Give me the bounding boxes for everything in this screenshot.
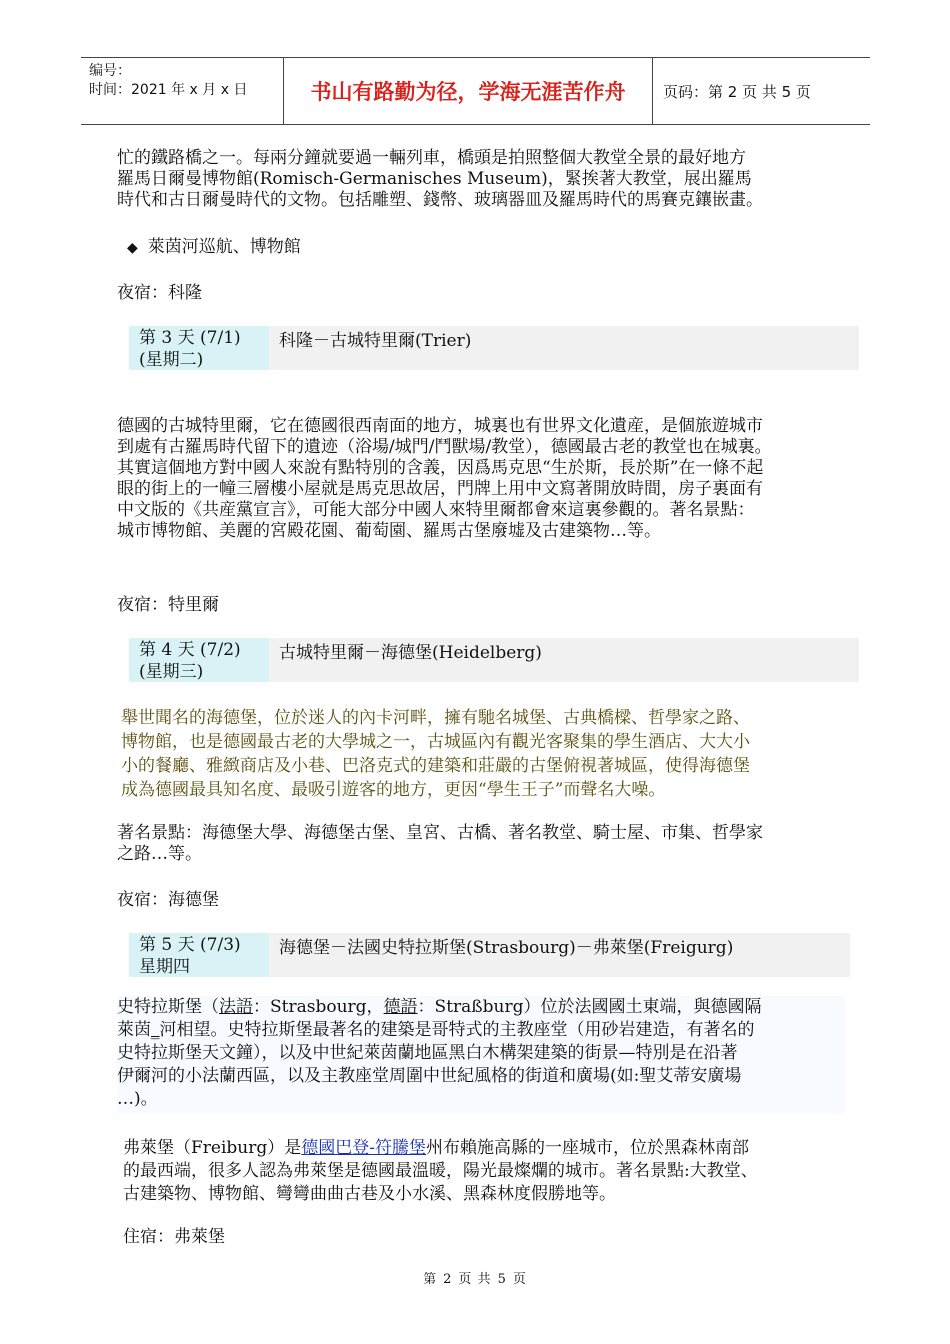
text-line: 舉世聞名的海德堡，位於迷人的內卡河畔，擁有馳名城堡、古典橋樑、哲學家之路、 xyxy=(121,708,750,728)
time-label: 时间：2021 年 x 月 x 日 xyxy=(89,82,248,98)
day4-date: 第 4 天 (7/2) xyxy=(139,640,241,660)
text-line: 時代和古日爾曼時代的文物。包括雕塑、錢幣、玻璃器皿及羅馬時代的馬賽克鑲嵌畫。 xyxy=(117,190,763,210)
text-line xyxy=(123,1137,758,1160)
text-span: ：Straßburg）位於法國國土東端，與德國隔 xyxy=(417,997,762,1017)
page-footer xyxy=(0,1268,950,1287)
day4-description xyxy=(121,706,750,802)
day5-header xyxy=(129,933,850,977)
text-span: 史特拉斯堡（ xyxy=(117,997,219,1017)
page-header xyxy=(81,57,870,125)
day4-weekday: (星期三) xyxy=(139,662,204,682)
text-line: 之路…等。 xyxy=(117,844,202,864)
text-line: 城市博物館、美麗的宮殿花園、葡萄園、羅馬古堡廢墟及古建築物…等。 xyxy=(117,521,661,541)
day5-date-cell xyxy=(129,933,269,977)
text-span: 州布賴施高縣的一座城市，位於黑森林南部 xyxy=(426,1138,750,1158)
bullet-text: 萊茵河巡航、博物館 xyxy=(147,237,301,257)
day3-weekday: (星期二) xyxy=(139,350,204,370)
overnight-freiburg: 住宿：弗萊堡 xyxy=(123,1227,225,1247)
day3-date: 第 3 天 (7/1) xyxy=(139,328,241,348)
text-line: 眼的街上的一幢三層樓小屋就是馬克思故居，門牌上用中文寫著開放時間，房子裏面有 xyxy=(117,479,763,499)
text-line: 著名景點：海德堡大學、海德堡古堡、皇宮、古橋、著名教堂、騎士屋、市集、哲學家 xyxy=(117,823,763,843)
footer-prefix: 第 xyxy=(423,1272,438,1287)
diamond-bullet-icon: ◆ xyxy=(127,240,138,256)
text-line: 古建築物、博物館、彎彎曲曲古巷及小水溪、黑森林度假勝地等。 xyxy=(123,1184,616,1204)
link-rhine[interactable]: _ xyxy=(151,1020,160,1040)
text-span: 河相望。史特拉斯堡最著名的建築是哥特式的主教座堂（用砂岩建造，有著名的 xyxy=(159,1020,755,1040)
text-span: 弗萊堡（Freiburg）是 xyxy=(123,1138,302,1158)
footer-suffix: 页 xyxy=(512,1272,527,1287)
day3-date-cell xyxy=(129,326,269,370)
strasbourg-paragraph xyxy=(117,996,845,1113)
day3-header xyxy=(129,326,859,370)
link-baden-wurttemberg[interactable]: 德國巴登-符騰堡 xyxy=(301,1138,427,1158)
header-meta xyxy=(81,58,284,124)
text-line xyxy=(117,1019,845,1042)
text-line xyxy=(117,996,845,1019)
day3-description xyxy=(117,416,772,542)
link-german[interactable]: 德語 xyxy=(383,997,418,1017)
day4-route: 古城特里爾－海德堡(Heidelberg) xyxy=(279,643,542,663)
text-line: 忙的鐵路橋之一。每兩分鐘就要過一輛列車，橋頭是拍照整個大教堂全景的最好地方 xyxy=(117,148,746,168)
text-line: 的最西端，很多人認為弗萊堡是德國最溫暖，陽光最燦爛的城市。著名景點:大教堂、 xyxy=(123,1161,758,1181)
text-line: 羅馬日爾曼博物館(Romisch-Germanisches Museum)，緊挨著大教堂，展出羅馬 xyxy=(117,169,752,189)
text-line: 德國的古城特里爾，它在德國很西南面的地方，城裏也有世界文化遺産，是個旅遊城市 xyxy=(117,416,763,436)
text-span: ：Strasbourg， xyxy=(253,997,384,1017)
header-motto: 书山有路勤为径，学海无涯苦作舟 xyxy=(284,58,653,124)
text-line: 到處有古羅馬時代留下的遺迹（浴場/城門/鬥獸場/教堂），德國最古老的教堂也在城裏。 xyxy=(117,437,772,457)
day4-header xyxy=(129,638,859,682)
text-span: 萊茵 xyxy=(117,1020,151,1040)
overnight-heidelberg: 夜宿：海德堡 xyxy=(117,890,219,910)
text-line: 成為德國最具知名度、最吸引遊客的地方，更因“學生王子”而聲名大噪。 xyxy=(121,780,666,800)
intro-paragraph xyxy=(117,148,763,211)
footer-mid: 页 共 xyxy=(458,1272,492,1287)
text-line: 小的餐廳、雅緻商店及小巷、巴洛克式的建築和莊嚴的古堡俯視著城區，使得海德堡 xyxy=(121,756,750,776)
day5-date: 第 5 天 (7/3) xyxy=(139,935,241,955)
header-page-info: 页码：第 2 页 共 5 页 xyxy=(663,82,811,101)
day4-sights xyxy=(117,823,763,865)
text-line: 博物館，也是德國最古老的大學城之一，古城區內有觀光客聚集的學生酒店、大大小 xyxy=(121,732,750,752)
text-line: 史特拉斯堡天文鐘），以及中世紀萊茵蘭地區黑白木構架建築的街景—特別是在沿著 xyxy=(117,1043,738,1063)
number-label: 编号： xyxy=(89,63,131,79)
day4-date-cell xyxy=(129,638,269,682)
text-line: …)。 xyxy=(117,1089,158,1109)
text-line: 其實這個地方對中國人來說有點特別的含義，因爲馬克思“生於斯，長於斯”在一條不起 xyxy=(117,458,764,478)
overnight-trier: 夜宿：特里爾 xyxy=(117,595,219,615)
overnight-cologne: 夜宿：科隆 xyxy=(117,283,202,303)
day5-weekday: 星期四 xyxy=(139,957,190,977)
bullet-item xyxy=(127,237,301,259)
footer-page-number: 2 xyxy=(443,1272,453,1287)
footer-total-pages: 5 xyxy=(497,1272,507,1287)
day5-route: 海德堡－法國史特拉斯堡(Strasbourg)－弗萊堡(Freigurg) xyxy=(279,938,734,958)
day3-route: 科隆－古城特里爾(Trier) xyxy=(279,331,472,351)
link-french[interactable]: 法語 xyxy=(219,997,253,1017)
freiburg-paragraph xyxy=(123,1137,758,1206)
text-line: 中文版的《共産黨宣言》，可能大部分中國人來特里爾都會來這裏參觀的。著名景點： xyxy=(117,500,755,520)
text-line: 伊爾河的小法蘭西區，以及主教座堂周圍中世紀風格的街道和廣場(如:聖艾蒂安廣場 xyxy=(117,1066,742,1086)
